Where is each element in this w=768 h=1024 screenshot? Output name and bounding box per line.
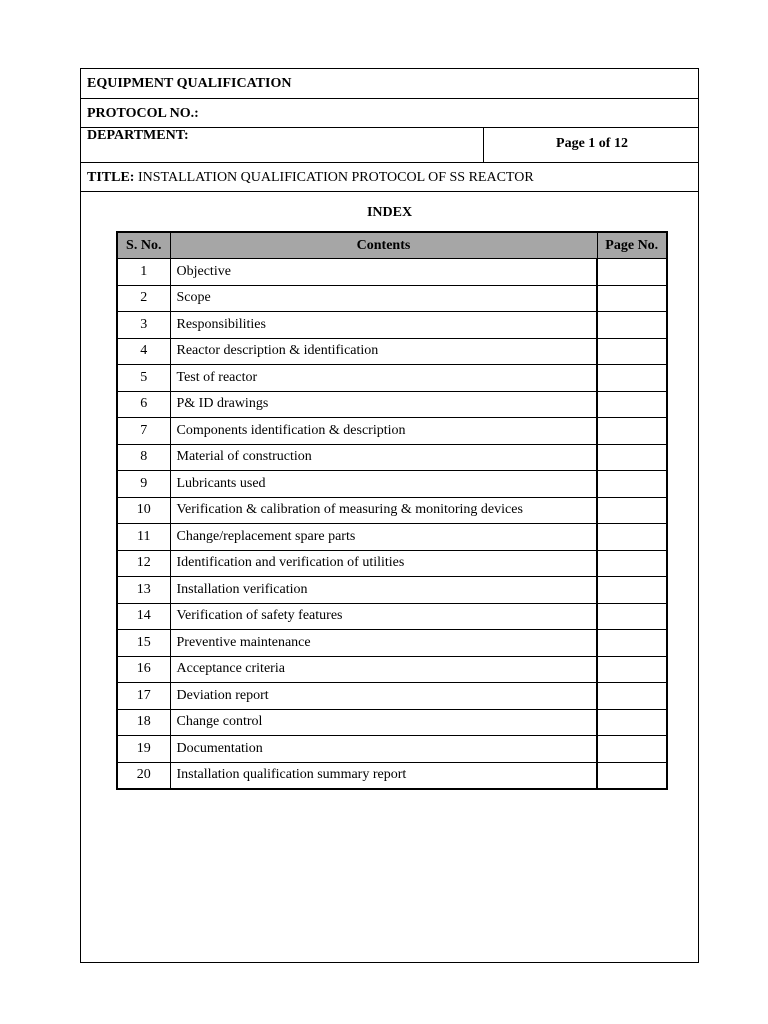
page-no-cell xyxy=(597,338,667,365)
contents-cell: Deviation report xyxy=(170,683,597,710)
page-no-cell xyxy=(597,471,667,498)
table-row xyxy=(117,603,667,630)
table-row xyxy=(117,471,667,498)
contents-cell: Change/replacement spare parts xyxy=(170,524,597,551)
sno-cell: 12 xyxy=(117,550,170,577)
page-no-cell xyxy=(597,391,667,418)
sno-cell: 1 xyxy=(117,259,170,286)
table-row xyxy=(117,577,667,604)
protocol-row xyxy=(81,99,698,128)
page-no-cell xyxy=(597,762,667,789)
page-no-cell xyxy=(597,630,667,657)
contents-cell: Lubricants used xyxy=(170,471,597,498)
index-title: INDEX xyxy=(366,205,413,220)
contents-cell: Components identification & description xyxy=(170,418,597,445)
sno-cell: 5 xyxy=(117,365,170,392)
table-row xyxy=(117,550,667,577)
page-no-cell xyxy=(597,259,667,286)
table-row xyxy=(117,391,667,418)
table-row xyxy=(117,444,667,471)
table-row xyxy=(117,736,667,763)
document-frame xyxy=(80,68,699,963)
sno-cell: 6 xyxy=(117,391,170,418)
equipment-row xyxy=(81,69,698,99)
contents-cell: Responsibilities xyxy=(170,312,597,339)
table-row xyxy=(117,285,667,312)
sno-cell: 9 xyxy=(117,471,170,498)
title-value: INSTALLATION QUALIFICATION PROTOCOL OF SS REACTOR xyxy=(134,170,534,185)
sno-cell: 4 xyxy=(117,338,170,365)
table-row xyxy=(117,656,667,683)
contents-cell: Objective xyxy=(170,259,597,286)
table-row xyxy=(117,259,667,286)
contents-cell: Test of reactor xyxy=(170,365,597,392)
page-no-cell xyxy=(597,709,667,736)
sno-cell: 7 xyxy=(117,418,170,445)
page-no-cell xyxy=(597,497,667,524)
column-header-page-no: Page No. xyxy=(597,232,667,259)
index-header-row xyxy=(117,232,667,259)
page-no-cell xyxy=(597,656,667,683)
table-row xyxy=(117,630,667,657)
page-no-cell xyxy=(597,418,667,445)
document-title xyxy=(87,170,534,186)
contents-cell: Change control xyxy=(170,709,597,736)
page-no-cell xyxy=(597,524,667,551)
contents-cell: Verification of safety features xyxy=(170,603,597,630)
contents-cell: Preventive maintenance xyxy=(170,630,597,657)
page-no-cell xyxy=(597,577,667,604)
sno-cell: 20 xyxy=(117,762,170,789)
equipment-heading: EQUIPMENT QUALIFICATION xyxy=(87,76,292,91)
contents-cell: Installation verification xyxy=(170,577,597,604)
table-row xyxy=(117,762,667,789)
page-no-cell xyxy=(597,365,667,392)
sno-cell: 11 xyxy=(117,524,170,551)
table-row xyxy=(117,709,667,736)
column-header-sno: S. No. xyxy=(117,232,170,259)
sno-cell: 16 xyxy=(117,656,170,683)
page-no-cell xyxy=(597,444,667,471)
page-no-cell xyxy=(597,603,667,630)
sno-cell: 3 xyxy=(117,312,170,339)
contents-cell: Verification & calibration of measuring & monitoring devices xyxy=(170,497,597,524)
protocol-no-label: PROTOCOL NO.: xyxy=(87,106,199,121)
sno-cell: 19 xyxy=(117,736,170,763)
page-no-cell xyxy=(597,683,667,710)
table-row xyxy=(117,365,667,392)
table-row xyxy=(117,524,667,551)
page-no-cell xyxy=(597,285,667,312)
contents-cell: Reactor description & identification xyxy=(170,338,597,365)
sno-cell: 15 xyxy=(117,630,170,657)
sno-cell: 13 xyxy=(117,577,170,604)
department-label: DEPARTMENT: xyxy=(87,128,189,143)
sno-cell: 14 xyxy=(117,603,170,630)
page-no-cell xyxy=(597,550,667,577)
contents-cell: P& ID drawings xyxy=(170,391,597,418)
sno-cell: 18 xyxy=(117,709,170,736)
table-row xyxy=(117,683,667,710)
table-row xyxy=(117,312,667,339)
page-no-cell xyxy=(597,312,667,339)
table-row xyxy=(117,497,667,524)
sno-cell: 17 xyxy=(117,683,170,710)
page-number: Page 1 of 12 xyxy=(556,136,628,151)
title-label: TITLE: xyxy=(87,170,135,185)
column-header-contents: Contents xyxy=(170,232,597,259)
contents-cell: Installation qualification summary report xyxy=(170,762,597,789)
table-row xyxy=(117,338,667,365)
title-row xyxy=(81,163,698,192)
contents-cell: Documentation xyxy=(170,736,597,763)
sno-cell: 8 xyxy=(117,444,170,471)
sno-cell: 2 xyxy=(117,285,170,312)
index-table xyxy=(116,231,668,790)
contents-cell: Identification and verification of utilities xyxy=(170,550,597,577)
contents-cell: Material of construction xyxy=(170,444,597,471)
contents-cell: Acceptance criteria xyxy=(170,656,597,683)
sno-cell: 10 xyxy=(117,497,170,524)
department-row xyxy=(81,128,698,163)
page-no-cell xyxy=(597,736,667,763)
page-number-cell xyxy=(483,128,700,162)
contents-cell: Scope xyxy=(170,285,597,312)
table-row xyxy=(117,418,667,445)
